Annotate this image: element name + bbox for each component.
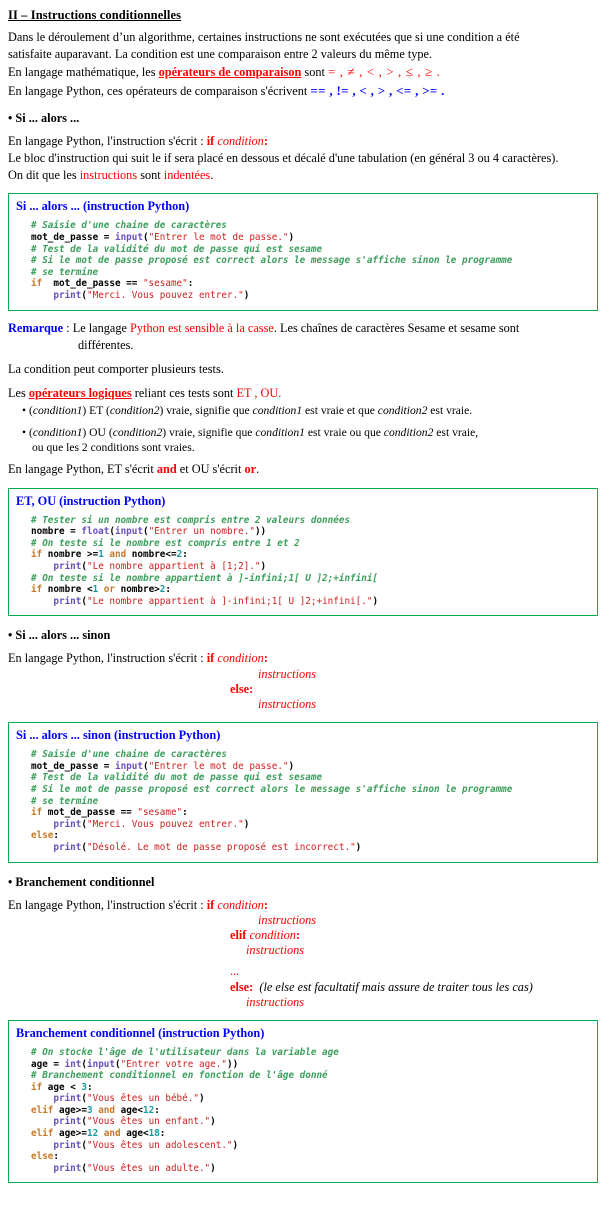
indent-note-end: . [210,168,214,183]
codebox-ifelse [8,722,598,862]
codebox-if [8,193,598,310]
branch-instructions-1 [8,913,594,928]
codebox-andor-code: # Tester si un nombre est compris entre 2 valeurs données nombre = float(input("Entrer un nombre.")) # On teste si le nombre est compris entre 1 et 2 if nombre >=1 and nombre<=2: print("Le nombre appartient à [1;2].") # On teste si le nombre appartient à ]-infini;1[ U ]2;+infini[ if nombre <1 or nombre>2: print("Le nombre appartient à ]-infini;1[ U ]2;+infini[.") [31,514,379,607]
ifelse-instructions-1 [8,667,594,682]
if-syntax-prefix: En langage Python, l'instruction s'écrit : [8,133,207,148]
andor-end: . [256,462,260,477]
ifelse-syntax-block [8,651,594,712]
ifelse-instructions-2 [8,697,594,712]
branch-else-line [8,980,594,995]
logic-bullet-and [22,403,594,418]
ifelse-syntax-line-1 [8,651,594,666]
or-cond1: condition1 [32,426,83,440]
codebox-branch-title: Branchement conditionnel (instruction Python) [16,1025,265,1040]
placeholder-condition-3: condition [214,897,264,912]
and-b-c: ) vraie, signifie que [159,404,253,418]
remark-separator: : [63,320,73,335]
keyword-if-3: if [206,897,215,912]
logic-mid: reliant ces tests sont [131,386,237,401]
remark-text-before: Le langage [72,320,131,335]
python-operators-symbols: == , != , < , > , <= , >= . [310,82,445,98]
remark-label: Remarque [8,320,64,335]
colon-if-2: : [263,651,268,666]
codebox-branch-code: # On stocke l'âge de l'utilisateur dans la variable age age = int(input("Entrer votre age.")) # Branchement conditionnel en fonction de l'âge donné if age < 3: print("Vous êtes un bébé.") elif age>=3 and age<12: print("Vous êtes un enfant.") elif age>=12 and age<18: print("Vous êtes un adolescent.") else: print("Vous êtes un adulte.") [31,1046,339,1174]
or-cond1b: condition1 [255,426,305,440]
placeholder-condition: condition [214,133,264,148]
and-or-python-line [8,462,594,477]
keyword-if-2: if [206,651,215,666]
andor-mid: et OU s'écrit [176,462,245,477]
and-b-b: ) ET ( [82,404,110,418]
branch-syntax-line-1 [8,898,594,913]
multiple-tests-line: La condition peut comporter plusieurs tests. [8,361,224,376]
codebox-andor [8,488,598,617]
logic-prefix: Les [8,386,29,401]
math-operators-symbols: = , ≠ , < , > , ≤ , ≥ . [328,64,441,80]
or-cond2: condition2 [112,426,163,440]
placeholder-instructions-5: instructions [246,994,305,1009]
placeholder-condition-2: condition [214,651,264,666]
logical-operators-link: opérateurs logiques [28,386,132,401]
branch-prefix: En langage Python, l'instruction s'écrit : [8,897,207,912]
section-bullet-branch: • Branchement conditionnel [8,874,155,889]
branch-dots [8,958,594,979]
and-b-e: est vraie. [427,404,473,418]
colon-if: : [263,133,268,148]
logic-et-ou: ET , OU. [236,386,282,401]
or-b-a: • ( [22,426,33,440]
colon-if-3: : [263,897,268,912]
section-bullet-ifelse: • Si ... alors ... sinon [8,628,111,643]
if-syntax-line [8,134,594,149]
section-bullet-if: • Si ... alors ... [8,110,80,125]
codebox-branch [8,1020,598,1184]
logical-operators-line [8,386,594,401]
and-cond1: condition1 [32,404,83,418]
keyword-if: if [206,133,215,148]
word-indentees: indentées [163,168,211,183]
or-b-f: ou que les 2 conditions sont vraies. [32,441,195,455]
colon-elif: : [295,927,301,942]
remark-text-after: . Les chaînes de caractères Sesame et sesame sont [273,320,520,335]
remark-text-red: Python est sensible à la casse [130,320,274,335]
and-cond2: condition2 [109,404,160,418]
logic-bullet-or [22,425,594,455]
math-operators-line [8,64,594,80]
python-operators-line [8,83,594,99]
or-b-d: est vraie ou que [304,426,384,440]
word-instructions: instructions [79,168,138,183]
else-optional-note: (le else est facultatif mais assure de traiter tous les cas) [259,979,533,994]
keyword-else: else: [230,681,254,696]
indent-note-mid: sont [137,168,164,183]
placeholder-instructions-1: instructions [258,666,317,681]
remark-line [8,321,594,336]
if-block-explanation: Le bloc d'instruction qui suit le if sera placé en dessous et décalé d'une tabulation (en général 3 ou 4 caractères). [8,151,559,166]
and-b-d: est vraie et que [302,404,378,418]
codebox-ifelse-title: Si ... alors ... sinon (instruction Python) [16,728,221,743]
math-prefix-text: En langage mathématique, les [8,65,159,80]
ifelse-else-line [8,682,594,697]
comparison-operators-link: opérateurs de comparaison [158,65,302,80]
andor-prefix: En langage Python, ET s'écrit [8,462,157,477]
codebox-andor-title: ET, OU (instruction Python) [16,493,166,508]
codebox-ifelse-code: # Saisie d'une chaine de caractères mot_de_passe = input("Entrer le mot de passe.") # Test de la validité du mot de passe qui est sesame # Si le mot de passe proposé est correct alors le message s'affiche sinon le programme # se termine if mot_de_passe == "sesame": print("Merci. Vous pouvez entrer.") else: print("Désolé. Le mot de passe proposé est incorrect.") [31,749,513,853]
or-b-b: ) OU ( [82,426,113,440]
branch-elif-line [8,928,594,943]
and-cond2b: condition2 [377,404,428,418]
branch-syntax-block [8,898,594,1010]
intro-line-2: satisfaite auparavant. La condition est une comparaison entre 2 valeurs du même type. [8,47,433,62]
python-prefix-text: En langage Python, ces opérateurs de comparaison s'écrivent [8,83,311,98]
indentation-note [8,168,594,183]
ellipsis-text: ... [230,964,240,979]
remark-line-2: différentes. [78,337,134,352]
or-b-e: est vraie, [433,426,479,440]
indent-note-prefix: On dit que les [8,168,80,183]
placeholder-condition-4: condition [246,927,296,942]
keyword-else-2: else: [230,979,254,994]
branch-instructions-3 [8,995,594,1010]
placeholder-instructions-2: instructions [258,696,317,711]
codebox-if-code: # Saisie d'une chaine de caractères mot_de_passe = input("Entrer le mot de passe.") # Test de la validité du mot de passe qui est sesame # Si le mot de passe proposé est correct alors le message s'affiche sinon le programme # se termine if mot_de_passe == "sesame": print("Merci. Vous pouvez entrer.") [31,220,513,301]
branch-instructions-2 [8,943,594,958]
placeholder-instructions-4: instructions [246,943,305,958]
or-b-c: ) vraie, signifie que [162,426,256,440]
placeholder-instructions-3: instructions [258,912,317,927]
keyword-and: and [156,462,177,477]
page-title: II – Instructions conditionnelles [8,8,182,22]
ifelse-prefix: En langage Python, l'instruction s'écrit : [8,651,207,666]
codebox-if-title: Si ... alors ... (instruction Python) [16,199,190,214]
intro-line-1: Dans le déroulement d’un algorithme, certaines instructions ne sont exécutées que si une condition a été [8,30,520,44]
keyword-elif: elif [230,927,247,942]
keyword-or: or [244,462,257,477]
and-cond1b: condition1 [252,404,303,418]
or-cond2b: condition2 [383,426,434,440]
and-b-a: • ( [22,404,33,418]
math-mid-text: sont [301,65,329,80]
